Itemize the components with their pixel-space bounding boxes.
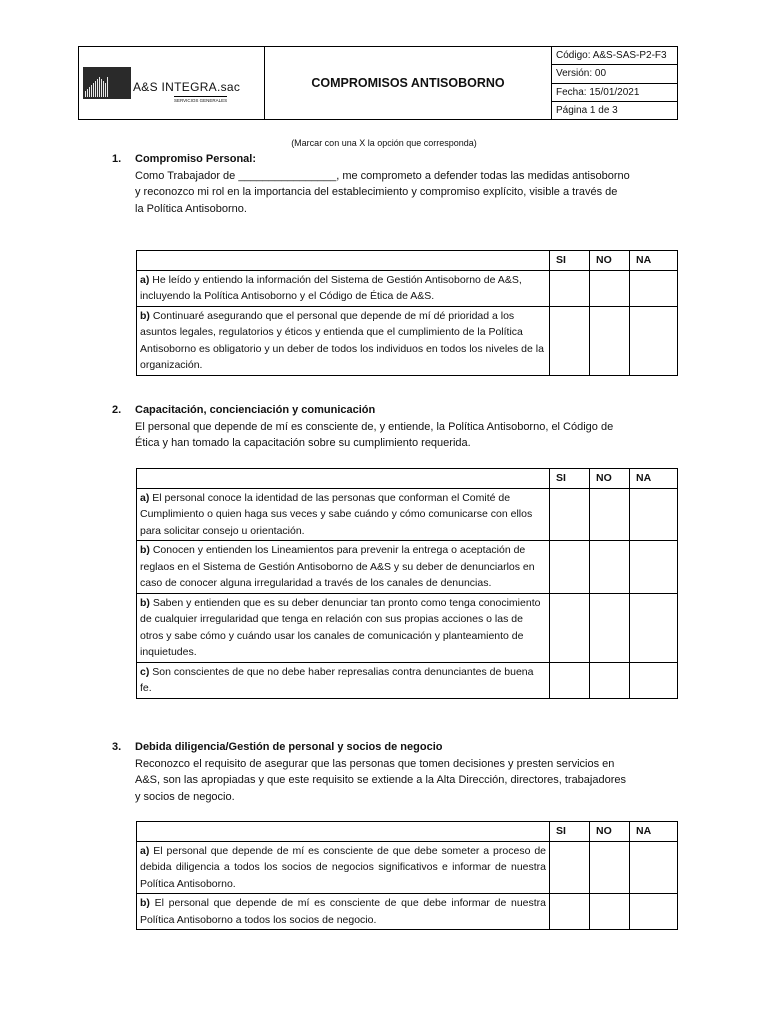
na-column-header: NA xyxy=(630,469,678,489)
item-header-cell xyxy=(137,251,550,271)
item-text: He leído y entiendo la información del Sistema de Gestión Antisoborno de A&S, incluyendo la Política Antisoborno y el Código de Ética de A&S. xyxy=(140,273,522,302)
no-checkbox-cell[interactable] xyxy=(590,306,630,375)
no-column-header: NO xyxy=(590,469,630,489)
section-body-line: la Política Antisoborno. xyxy=(135,202,247,215)
no-checkbox-cell[interactable] xyxy=(590,488,630,541)
si-checkbox-cell[interactable] xyxy=(550,662,590,698)
table-row xyxy=(137,488,678,541)
item-label: b) xyxy=(140,544,150,556)
table-row xyxy=(137,270,678,306)
section-body-line: y reconozco mi rol en la importancia del establecimiento y compromiso explícito, visible a través de xyxy=(135,186,618,198)
section-body-line: Ética y han tomado la capacitación sobre su cumplimiento requerida. xyxy=(135,437,471,449)
document-title: COMPROMISOS ANTISOBORNO xyxy=(265,47,552,119)
item-text: Saben y entienden que es su deber denunciar tan pronto como tenga conocimiento de cualquier irregularidad que tenga en relación con sus propias acciones o las de otros y sabe cómo y cuándo usar los canales de comunicación y planteamiento de inquietudes. xyxy=(140,596,541,658)
item-label: a) xyxy=(140,273,150,286)
checklist-table-1 xyxy=(136,250,678,376)
section-1 xyxy=(112,151,672,217)
table-row xyxy=(137,662,678,698)
section-body-line: A&S, son las apropiadas y que este requisito se extiende a la Alta Dirección, directores, trabajadores xyxy=(135,774,626,786)
si-column-header: SI xyxy=(550,251,590,271)
item-header-cell xyxy=(137,469,550,489)
item-label: b) xyxy=(140,897,150,909)
si-column-header: SI xyxy=(550,469,590,489)
table-row xyxy=(137,841,678,894)
na-checkbox-cell[interactable] xyxy=(630,593,678,662)
section-heading: Capacitación, concienciación y comunicación xyxy=(135,404,376,416)
table-row xyxy=(137,894,678,930)
section-body-line: y socios de negocio. xyxy=(135,790,235,803)
na-checkbox-cell[interactable] xyxy=(630,541,678,594)
table-row xyxy=(137,306,678,375)
si-checkbox-cell[interactable] xyxy=(550,593,590,662)
table-row xyxy=(137,541,678,594)
section-body-line: Como Trabajador de ________________, me comprometo a defender todas las medidas antisoborno xyxy=(135,169,630,182)
logo-subtext: SERVICIOS GENERALES xyxy=(174,98,228,103)
item-cell xyxy=(137,541,550,594)
section-2 xyxy=(112,402,672,452)
si-checkbox-cell[interactable] xyxy=(550,841,590,894)
item-text: Conocen y entienden los Lineamientos para prevenir la entrega o aceptación de reglaos en el Sistema de Gestión Antisoborno de A&S y su deber de denunciarlos en caso de conocer alguna irregularidad a través de los canales de denuncias. xyxy=(140,544,535,589)
item-header-cell xyxy=(137,822,550,842)
section-heading: Debida diligencia/Gestión de personal y socios de negocio xyxy=(135,741,443,753)
si-column-header: SI xyxy=(550,822,590,842)
item-text: El personal que depende de mí es consciente de que debe informar de nuestra Política Antisoborno a todos los socios de negocio. xyxy=(140,897,546,926)
no-checkbox-cell[interactable] xyxy=(590,662,630,698)
no-column-header: NO xyxy=(590,822,630,842)
no-checkbox-cell[interactable] xyxy=(590,593,630,662)
item-label: b) xyxy=(140,596,150,609)
si-checkbox-cell[interactable] xyxy=(550,894,590,930)
section-heading: Compromiso Personal: xyxy=(135,153,257,165)
na-checkbox-cell[interactable] xyxy=(630,894,678,930)
no-checkbox-cell[interactable] xyxy=(590,841,630,894)
item-text: El personal que depende de mí es consciente de que debe someter a proceso de debida diligencia a todos los socios de negocios significativos e informar de nuestra Política Antisoborno. xyxy=(140,844,547,890)
na-column-header: NA xyxy=(630,822,678,842)
item-text: Son conscientes de que no debe haber represalias contra denunciantes de buena fe. xyxy=(140,665,534,694)
section-number: 1. xyxy=(112,153,122,165)
si-checkbox-cell[interactable] xyxy=(550,306,590,375)
table-row xyxy=(137,593,678,662)
no-checkbox-cell[interactable] xyxy=(590,541,630,594)
table-header-row xyxy=(137,822,678,842)
item-label: a) xyxy=(140,844,150,857)
section-body-line: Reconozco el requisito de asegurar que las personas que tomen decisiones y presten servicios en xyxy=(135,757,615,770)
document-meta xyxy=(552,47,677,119)
na-checkbox-cell[interactable] xyxy=(630,306,678,375)
na-checkbox-cell[interactable] xyxy=(630,841,678,894)
na-checkbox-cell[interactable] xyxy=(630,662,678,698)
item-cell xyxy=(137,593,550,662)
no-column-header: NO xyxy=(590,251,630,271)
checklist-table-3 xyxy=(136,821,678,930)
document-header xyxy=(78,46,678,120)
document-version: Versión: 00 xyxy=(552,65,677,83)
item-cell xyxy=(137,662,550,698)
document-code: Código: A&S-SAS-P2-F3 xyxy=(552,47,677,65)
item-label: a) xyxy=(140,491,150,504)
item-cell xyxy=(137,270,550,306)
item-label: c) xyxy=(140,665,150,678)
table-header-row xyxy=(137,251,678,271)
checklist-table-2 xyxy=(136,468,678,699)
table-header-row xyxy=(137,469,678,489)
logo-bars-graphic xyxy=(85,77,108,97)
page-number: Página 1 de 3 xyxy=(556,104,618,116)
company-logo xyxy=(79,47,265,119)
item-cell xyxy=(137,841,550,894)
item-cell xyxy=(137,306,550,375)
document-date: Fecha: 15/01/2021 xyxy=(552,84,677,102)
item-text: Continuaré asegurando que el personal que depende de mí dé prioridad a los asuntos legales, regulatorios y éticos y entienda que el cumplimiento de la Política Antisoborno es obligatorio y un deber de todos los individuos en todos los niveles de la organización. xyxy=(140,309,544,371)
logo-text: A&S INTEGRA.sac xyxy=(133,80,241,94)
item-cell xyxy=(137,894,550,930)
si-checkbox-cell[interactable] xyxy=(550,270,590,306)
section-number: 3. xyxy=(112,741,122,753)
item-cell xyxy=(137,488,550,541)
item-text: El personal conoce la identidad de las personas que conforman el Comité de Cumplimiento o quien haga sus veces y sabe cuándo y cómo comunicarse con ellos para solicitar consejo u orientación. xyxy=(140,491,533,537)
section-number: 2. xyxy=(112,404,122,416)
na-column-header: NA xyxy=(630,251,678,271)
na-checkbox-cell[interactable] xyxy=(630,488,678,541)
item-label: b) xyxy=(140,309,150,322)
si-checkbox-cell[interactable] xyxy=(550,488,590,541)
na-checkbox-cell[interactable] xyxy=(630,270,678,306)
section-3 xyxy=(112,739,672,805)
instruction-text: (Marcar con una X la opción que corresponda) xyxy=(291,138,477,148)
section-body-line: El personal que depende de mí es consciente de, y entiende, la Política Antisoborno, el Código de xyxy=(135,420,614,433)
no-checkbox-cell[interactable] xyxy=(590,894,630,930)
no-checkbox-cell[interactable] xyxy=(590,270,630,306)
si-checkbox-cell[interactable] xyxy=(550,541,590,594)
